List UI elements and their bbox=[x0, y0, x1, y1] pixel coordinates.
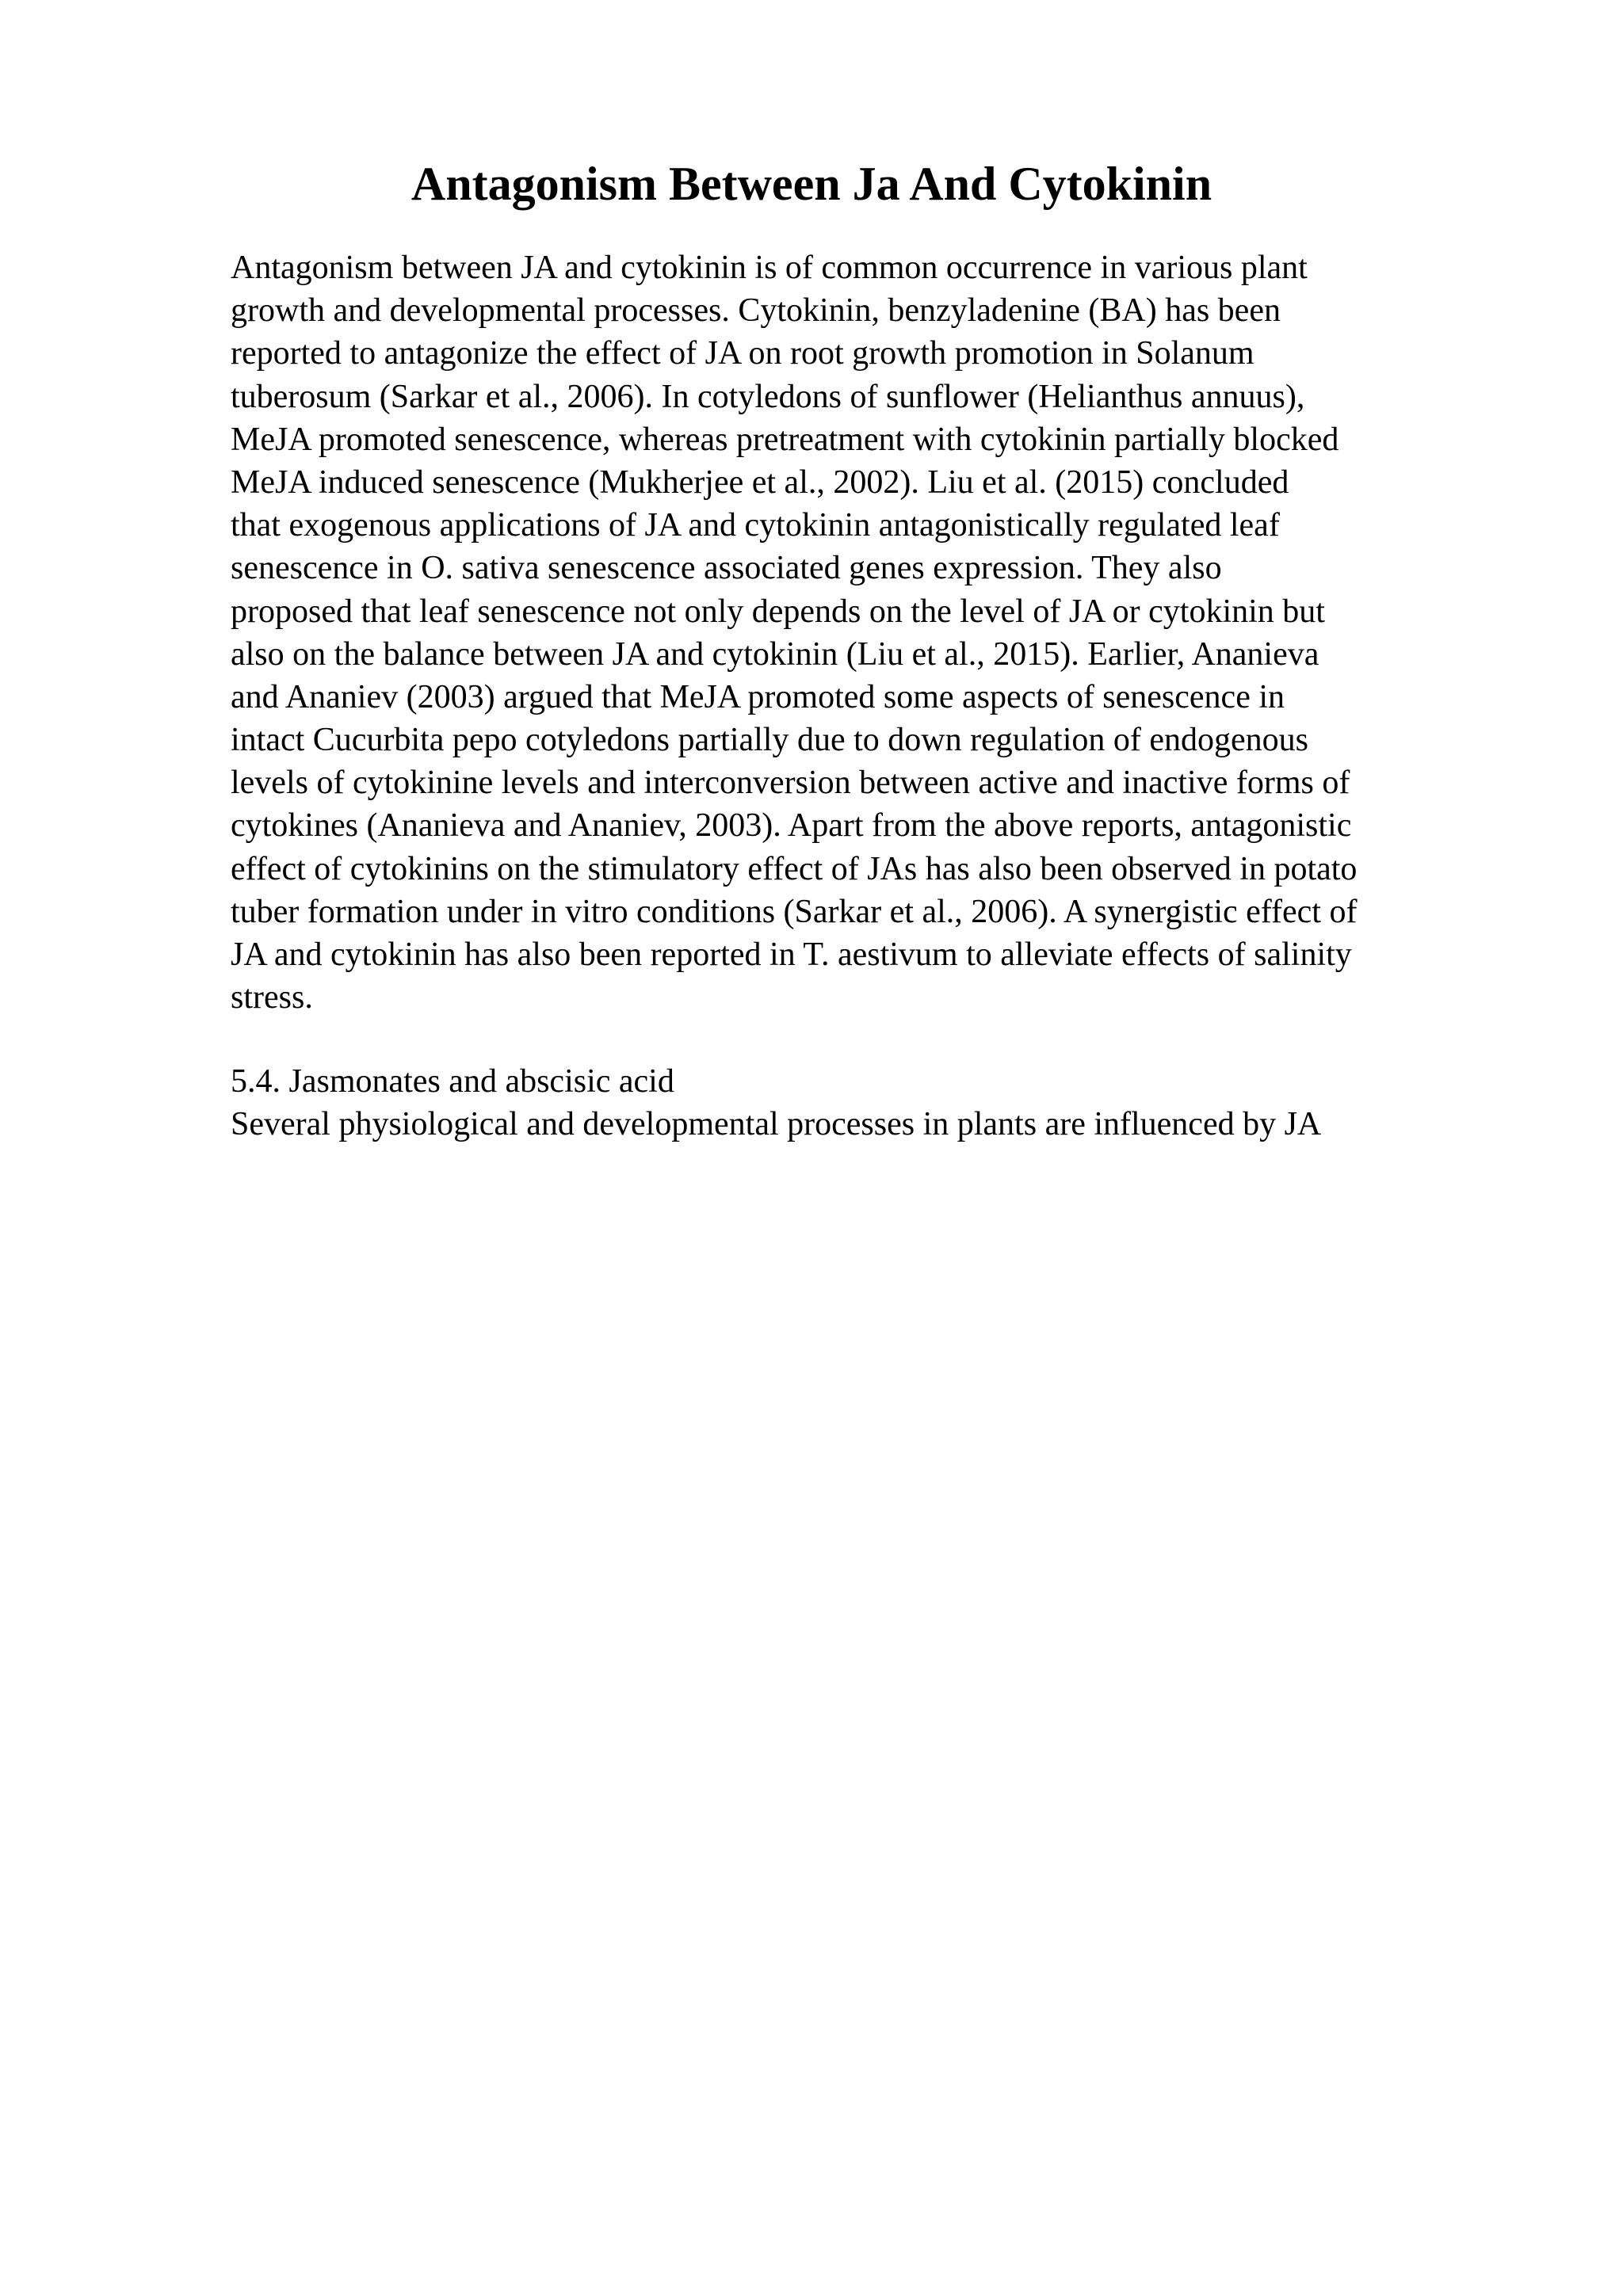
paragraph-line: Antagonism between JA and cytokinin is of common occurrence in various plant bbox=[231, 250, 1308, 286]
paragraph-line: and Ananiev (2003) argued that MeJA promoted some aspects of senescence in bbox=[231, 678, 1285, 715]
paragraph-line: tuberosum (Sarkar et al., 2006). In cotyledons of sunflower (Helianthus annuus), bbox=[231, 378, 1305, 415]
paragraph-antagonism bbox=[231, 246, 1499, 1019]
document-title: Antagonism Between Ja And Cytokinin bbox=[411, 158, 1212, 210]
paragraph-line: levels of cytokinine levels and interconversion between active and inactive forms of bbox=[231, 765, 1350, 802]
paragraph-line: reported to antagonize the effect of JA on root growth promotion in Solanum bbox=[231, 335, 1254, 372]
paragraph-line: also on the balance between JA and cytokinin (Liu et al., 2015). Earlier, Ananieva bbox=[231, 635, 1319, 673]
paragraph-line: cytokines (Ananieva and Ananiev, 2003). Apart from the above reports, antagonistic bbox=[231, 807, 1352, 845]
paragraph-line: tuber formation under in vitro conditions (Sarkar et al., 2006). A synergistic effect of bbox=[231, 893, 1358, 930]
paragraph-line: Several physiological and developmental processes in plants are influenced by JA bbox=[231, 1106, 1322, 1143]
section-jasmonates-aba bbox=[231, 1060, 1499, 1146]
paragraph-line: intact Cucurbita pepo cotyledons partially due to down regulation of endogenous bbox=[231, 722, 1308, 759]
section-heading: 5.4. Jasmonates and abscisic acid bbox=[231, 1063, 674, 1100]
paragraph-line: growth and developmental processes. Cytokinin, benzyladenine (BA) has been bbox=[231, 292, 1281, 330]
paragraph-line: senescence in O. sativa senescence associated genes expression. They also bbox=[231, 550, 1222, 587]
paragraph-line: MeJA induced senescence (Mukherjee et al., 2002). Liu et al. (2015) concluded bbox=[231, 463, 1289, 501]
paragraph-line: MeJA promoted senescence, whereas pretreatment with cytokinin partially blocked bbox=[231, 421, 1339, 458]
paragraph-line: stress. bbox=[231, 979, 313, 1016]
paragraph-line: that exogenous applications of JA and cytokinin antagonistically regulated leaf bbox=[231, 507, 1280, 544]
paragraph-line: effect of cytokinins on the stimulatory effect of JAs has also been observed in potato bbox=[231, 850, 1358, 887]
paragraph-line: JA and cytokinin has also been reported in T. aestivum to alleviate effects of salinity bbox=[231, 936, 1352, 973]
paragraph-line: proposed that leaf senescence not only depends on the level of JA or cytokinin but bbox=[231, 593, 1325, 630]
